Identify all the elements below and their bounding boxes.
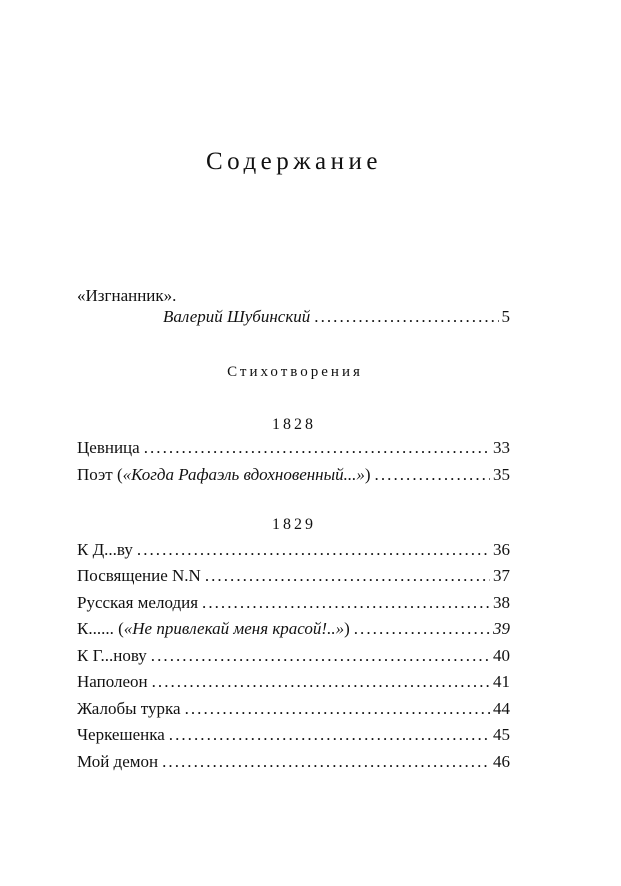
page-number: 38 [493, 593, 510, 612]
entry-title: Черкешенка [77, 725, 165, 744]
toc-entry[interactable] [77, 437, 510, 459]
toc-entry[interactable] [77, 618, 510, 640]
section-heading: Стихотворения [227, 364, 363, 380]
entry-title-italic: «Когда Рафаэль вдохновенный...» [122, 465, 365, 484]
entry-title: Цевница [77, 438, 140, 457]
toc-entry[interactable] [77, 671, 510, 693]
dot-leader [314, 306, 498, 328]
entry-title: Мой демон [77, 752, 159, 771]
toc-entry[interactable] [77, 539, 510, 561]
dot-leader [375, 464, 490, 486]
entry-title-italic: «Не привлекай меня красой!..» [123, 619, 345, 638]
page-number: 40 [493, 646, 510, 665]
intro-title: «Изгнанник». [77, 286, 177, 305]
toc-entry[interactable] [77, 592, 510, 614]
dot-leader [152, 671, 490, 693]
toc-entry[interactable] [77, 724, 510, 746]
toc-entry[interactable] [77, 565, 510, 587]
intro-author: Валерий Шубинский [163, 307, 311, 326]
page-number: 37 [493, 566, 510, 585]
page-number: 39 [493, 619, 510, 638]
page-number: 35 [493, 465, 510, 484]
dot-leader [162, 751, 490, 773]
year-heading-1829: 1829 [272, 516, 316, 533]
year-heading-1828: 1828 [272, 416, 316, 433]
entry-title: Русская мелодия [77, 593, 199, 612]
page-number: 33 [493, 438, 510, 457]
dot-leader [169, 724, 490, 746]
dot-leader [151, 645, 490, 667]
page-number: 5 [501, 307, 510, 326]
entry-title: К Д...ву [77, 540, 133, 559]
entry-title: Жалобы турка [77, 699, 181, 718]
entry-title: Посвящение N.N [77, 566, 201, 585]
page-number: 46 [493, 752, 510, 771]
page-number: 41 [493, 672, 510, 691]
toc-entry[interactable] [77, 464, 510, 486]
toc-entry[interactable] [77, 751, 510, 773]
page-title: Содержание [206, 148, 382, 175]
page-number: 44 [493, 699, 510, 718]
dot-leader [205, 565, 490, 587]
dot-leader [137, 539, 490, 561]
toc-entry[interactable] [77, 698, 510, 720]
toc-entry[interactable] [77, 645, 510, 667]
toc-entry-intro[interactable] [163, 306, 510, 328]
dot-leader [202, 592, 490, 614]
entry-title: К Г...нову [77, 646, 147, 665]
page-number: 36 [493, 540, 510, 559]
entry-title: Поэт («Когда Рафаэль вдохновенный...») [77, 465, 371, 484]
entry-title: К...... («Не привлекай меня красой!..») [77, 619, 350, 638]
dot-leader [144, 437, 490, 459]
entry-title: Наполеон [77, 672, 148, 691]
dot-leader [354, 618, 490, 640]
page-number: 45 [493, 725, 510, 744]
dot-leader [185, 698, 490, 720]
